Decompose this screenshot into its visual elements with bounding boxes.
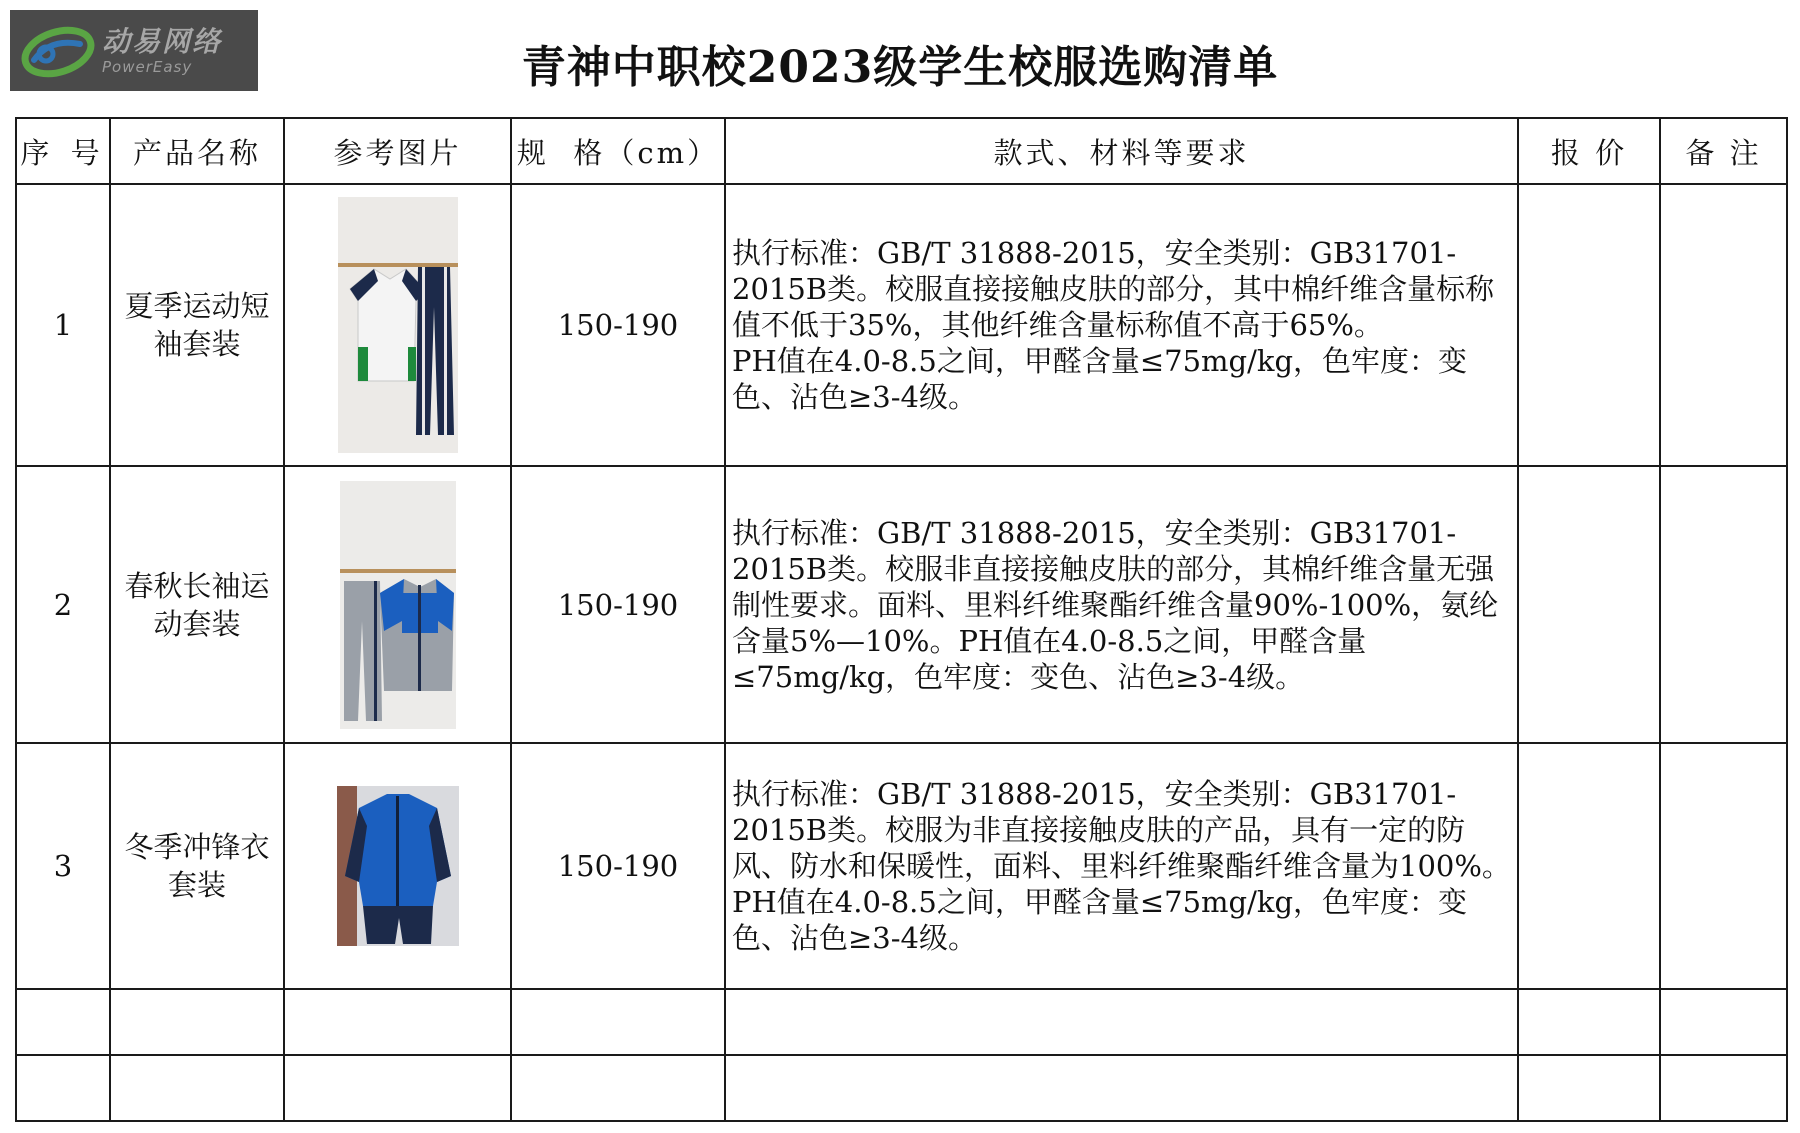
row-image (284, 184, 511, 466)
row-price (1518, 743, 1660, 989)
row-price (1518, 466, 1660, 743)
row-image (284, 743, 511, 989)
header-spec: 规 格（cm） (511, 118, 725, 184)
row-note (1660, 743, 1787, 989)
row-req: 执行标准：GB/T 31888-2015，安全类别：GB31701-2015B类。校服非直接接触皮肤的部分，其棉纤维含量无强制性要求。面料、里料纤维聚酯纤维含量90%-100%，氨纶含量5%—10%。PH值在4.0-8.5之间，甲醛含量≤75mg/kg，色牢度：变色、沾色≥3-4级。 (725, 466, 1518, 743)
header-note: 备 注 (1660, 118, 1787, 184)
row-spec: 150-190 (511, 184, 725, 466)
row-spec: 150-190 (511, 466, 725, 743)
header-row (16, 118, 1787, 184)
row-image (284, 466, 511, 743)
row-req: 执行标准：GB/T 31888-2015，安全类别：GB31701-2015B类。校服直接接触皮肤的部分，其中棉纤维含量标称值不低于35%，其他纤维含量标称值不高于65%。 PH值在4.0-8.5之间，甲醛含量≤75mg/kg，色牢度：变色、沾色≥3-4级。 (725, 184, 1518, 466)
row-seq: 3 (16, 743, 110, 989)
table-row-empty (16, 989, 1787, 1055)
table-row-empty (16, 1055, 1787, 1121)
row-note (1660, 466, 1787, 743)
header-seq: 序 号 (16, 118, 110, 184)
header-name: 产品名称 (110, 118, 284, 184)
row-name: 冬季冲锋衣套装 (110, 743, 284, 989)
logo-cn-text: 动易网络 (102, 24, 223, 58)
row-price (1518, 184, 1660, 466)
row-name: 夏季运动短袖套装 (110, 184, 284, 466)
table-row (16, 466, 1787, 743)
header-image: 参考图片 (284, 118, 511, 184)
row-req: 执行标准：GB/T 31888-2015，安全类别：GB31701-2015B类。校服为非直接接触皮肤的产品，具有一定的防风、防水和保暖性，面料、里料纤维聚酯纤维含量为100%。 PH值在4.0-8.5之间，甲醛含量≤75mg/kg，色牢度：变色、沾色≥3-4级。 (725, 743, 1518, 989)
row-note (1660, 184, 1787, 466)
row-seq: 2 (16, 466, 110, 743)
header-price: 报 价 (1518, 118, 1660, 184)
header-req: 款式、材料等要求 (725, 118, 1518, 184)
summer-uniform-photo (338, 197, 458, 453)
logo-en-text: PowerEasy (102, 57, 193, 76)
row-seq: 1 (16, 184, 110, 466)
row-name: 春秋长袖运动套装 (110, 466, 284, 743)
winter-jacket-photo (337, 786, 459, 946)
row-spec: 150-190 (511, 743, 725, 989)
page-title: 青神中职校2023级学生校服选购清单 (521, 42, 1279, 93)
uniform-table (15, 117, 1788, 1122)
table-row (16, 184, 1787, 466)
table-row (16, 743, 1787, 989)
spring-autumn-uniform-photo (340, 481, 456, 729)
